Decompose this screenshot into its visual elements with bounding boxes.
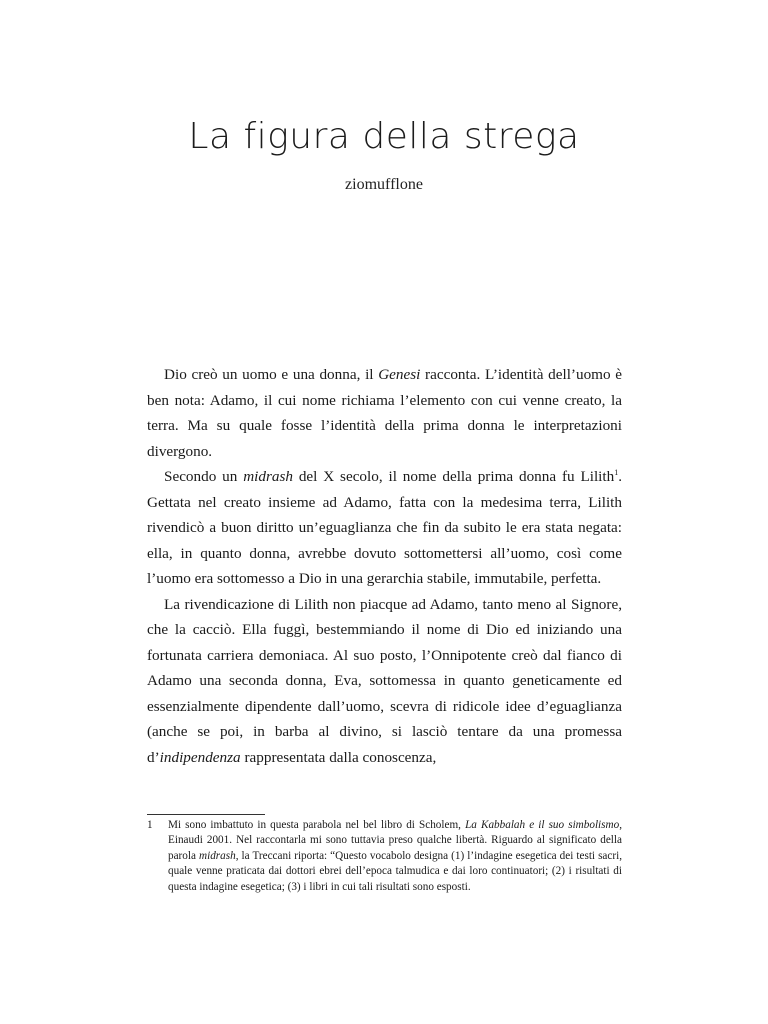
text-run: , la Treccani riporta: “Questo vocabolo designa (1) l’indagine esegetica dei testi sacri, quale venne praticata dai dottori ebrei dell’epoca talmudica e dai loro continuatori; (2) i risultati di questa indagine esegetica; (3) i libri in cui tali risultati sono esposti. — [168, 849, 622, 893]
footnote-marker[interactable]: 1 — [614, 468, 619, 477]
text-run: Dio creò un uomo e una donna, il — [164, 366, 379, 383]
text-run: del X secolo, il nome della prima donna fu Lilith — [292, 468, 615, 485]
text-run: Secondo un — [164, 468, 244, 485]
text-run: . Gettata nel creato insieme ad Adamo, fatta con la medesima terra, Lilith rivendicò a buon diritto un’eguaglianza che fin da subito le era stata negata: ella, in quanto donna, avrebbe dovuto sottomettersi all’uomo, così come l’uomo era sottomesso a Dio in una gerarchia stabile, immutabile, perfetta. — [147, 468, 622, 587]
text-run: , Einaudi 2001. Nel raccontarla mi sono tuttavia preso qualche libertà. Riguardo al significato della parola — [168, 819, 622, 862]
body-text — [147, 362, 622, 770]
text-run: rappresentata dalla conoscenza, — [240, 748, 437, 766]
footnote-text — [168, 818, 622, 895]
book-title: La Kabbalah e il suo simbolismo — [465, 819, 620, 831]
author-name: ziomufflone — [345, 176, 423, 193]
footnote-number: 1 — [147, 819, 153, 831]
text-run: Mi sono imbattuto in questa parabola nel bel libro di Scholem, — [168, 819, 466, 831]
footnote-divider — [147, 814, 265, 815]
text-run: racconta. L’identità dell’uomo è ben nota: Adamo, il cui nome richiama l’elemento con cui venne creato, la terra. Ma su quale fosse l’identità della prima donna le interpretazioni divergono. — [147, 366, 622, 460]
footnote — [147, 818, 622, 895]
paragraph-2 — [147, 464, 622, 592]
italic-term-midrash: midrash — [243, 468, 293, 485]
text-run: La rivendicazione di Lilith non piacque ad Adamo, tanto meno al Signore, che la cacciò. Ella fuggì, bestemmiando il nome di Dio ed iniziando una fortunata carriera demoniaca. Al suo posto, l’Onnipotente creò dal fianco di Adamo una seconda donna, Eva, sottomessa in quanto geneticamente ed essenzialmente dipendente dall’uomo, scevra di ridicole idee d’eguaglianza (anche se poi, in barba al divino, si lasciò tentare da una promessa d’ — [147, 595, 622, 766]
paragraph-3 — [147, 592, 622, 771]
italic-term-indipendenza: indipendenza — [159, 748, 241, 766]
paragraph-1 — [147, 362, 622, 464]
italic-term-midrash: midrash — [199, 849, 236, 862]
page-title: La figura della strega — [188, 116, 580, 157]
italic-term-genesi: Genesi — [378, 366, 421, 383]
